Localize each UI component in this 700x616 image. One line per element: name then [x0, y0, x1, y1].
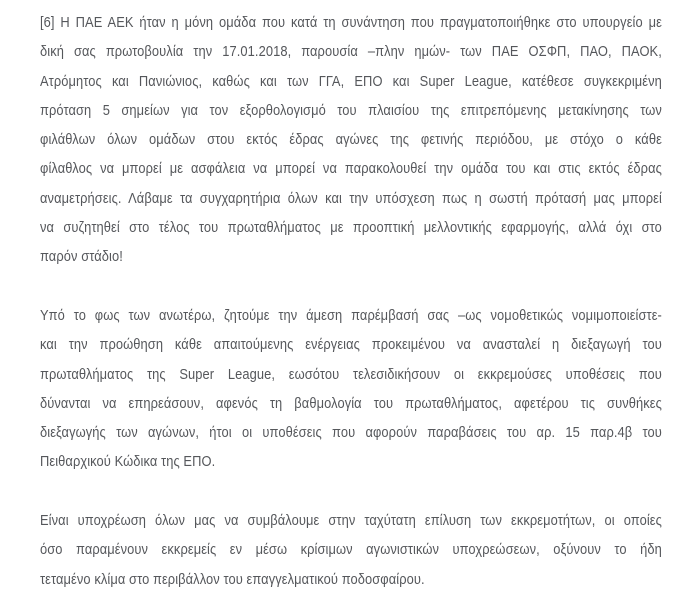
text-line: δύνανται να επηρεάσουν, αφενός τη βαθμολογία του πρωταθλήματος, αφετέρου τις συνθήκες	[40, 394, 662, 412]
text-line: πρόταση 5 σημείων για τον εξορθολογισμό του πλαισίου της επιτρεπόμενης μετακίνησης των	[40, 101, 662, 119]
text-line: [6] Η ΠΑΕ ΑΕΚ ήταν η μόνη ομάδα που κατά τη συνάντηση που πραγματοποιήθηκε στο υπουργείο με	[40, 14, 662, 31]
text-line: αναμετρήσεις. Λάβαμε τα συγχαρητήρια όλων και την υπόσχεση πως η σωστή πρότασή μας μπορεί	[40, 189, 662, 207]
paragraph	[40, 8, 700, 272]
paragraph	[40, 506, 700, 594]
text-line: Είναι υποχρέωση όλων μας να συμβάλουμε στην ταχύτατη επίλυση των εκκρεμοτήτων, οι οποίες	[40, 512, 662, 530]
text-line: Υπό το φως των ανωτέρω, ζητούμε την άμεση παρέμβασή σας –ως νομοθετικώς νομιμοποιείστε-	[40, 306, 662, 324]
text-line: δική σας πρωτοβουλία την 17.01.2018, παρουσία –πλην ημών- των ΠΑΕ ΟΣΦΠ, ΠΑΟ, ΠΑΟΚ,	[40, 43, 662, 61]
text-line: Ατρόμητος και Πανιώνιος, καθώς και των ΓΓΑ, ΕΠΟ και Super League, κατέθεσε συγκεκριμένη	[40, 72, 662, 90]
text-line: φίλαθλος να μπορεί με ασφάλεια να μπορεί να παρακολουθεί την ομάδα του και στις εκτός έδρας	[40, 160, 662, 178]
paragraph	[40, 301, 700, 477]
text-line: και την προώθηση κάθε απαιτούμενης ενέργειας προκειμένου να ανασταλεί η διεξαγωγή του	[40, 336, 662, 354]
text-line: Πειθαρχικού Κώδικα της ΕΠΟ.	[40, 453, 216, 471]
text-line: όσο παραμένουν εκκρεμείς εν μέσω κρίσιμων αγωνιστικών υποχρεώσεων, οξύνουν το ήδη	[40, 541, 662, 559]
text-line: πρωταθλήματος της Super League, εωσότου τελεσιδικήσουν οι εκκρεμούσες υποθέσεις που	[40, 365, 662, 383]
text-line: παρόν στάδιο!	[40, 248, 123, 266]
text-line: να συζητηθεί στο τέλος του πρωταθλήματος με προοπτική μελλοντικής εφαρμογής, αλλά όχι στο	[40, 219, 662, 237]
text-line: διεξαγωγής των αγώνων, ήτοι οι υποθέσεις που αφορούν παραβάσεις του αρ. 15 παρ.4β του	[40, 424, 662, 442]
text-line: τεταμένο κλίμα στο περιβάλλον του επαγγελματικού ποδοσφαίρου.	[40, 570, 425, 588]
text-line: φιλάθλων όλων ομάδων στου εκτός έδρας αγώνες της φετινής περιόδου, με στόχο ο κάθε	[40, 131, 662, 149]
